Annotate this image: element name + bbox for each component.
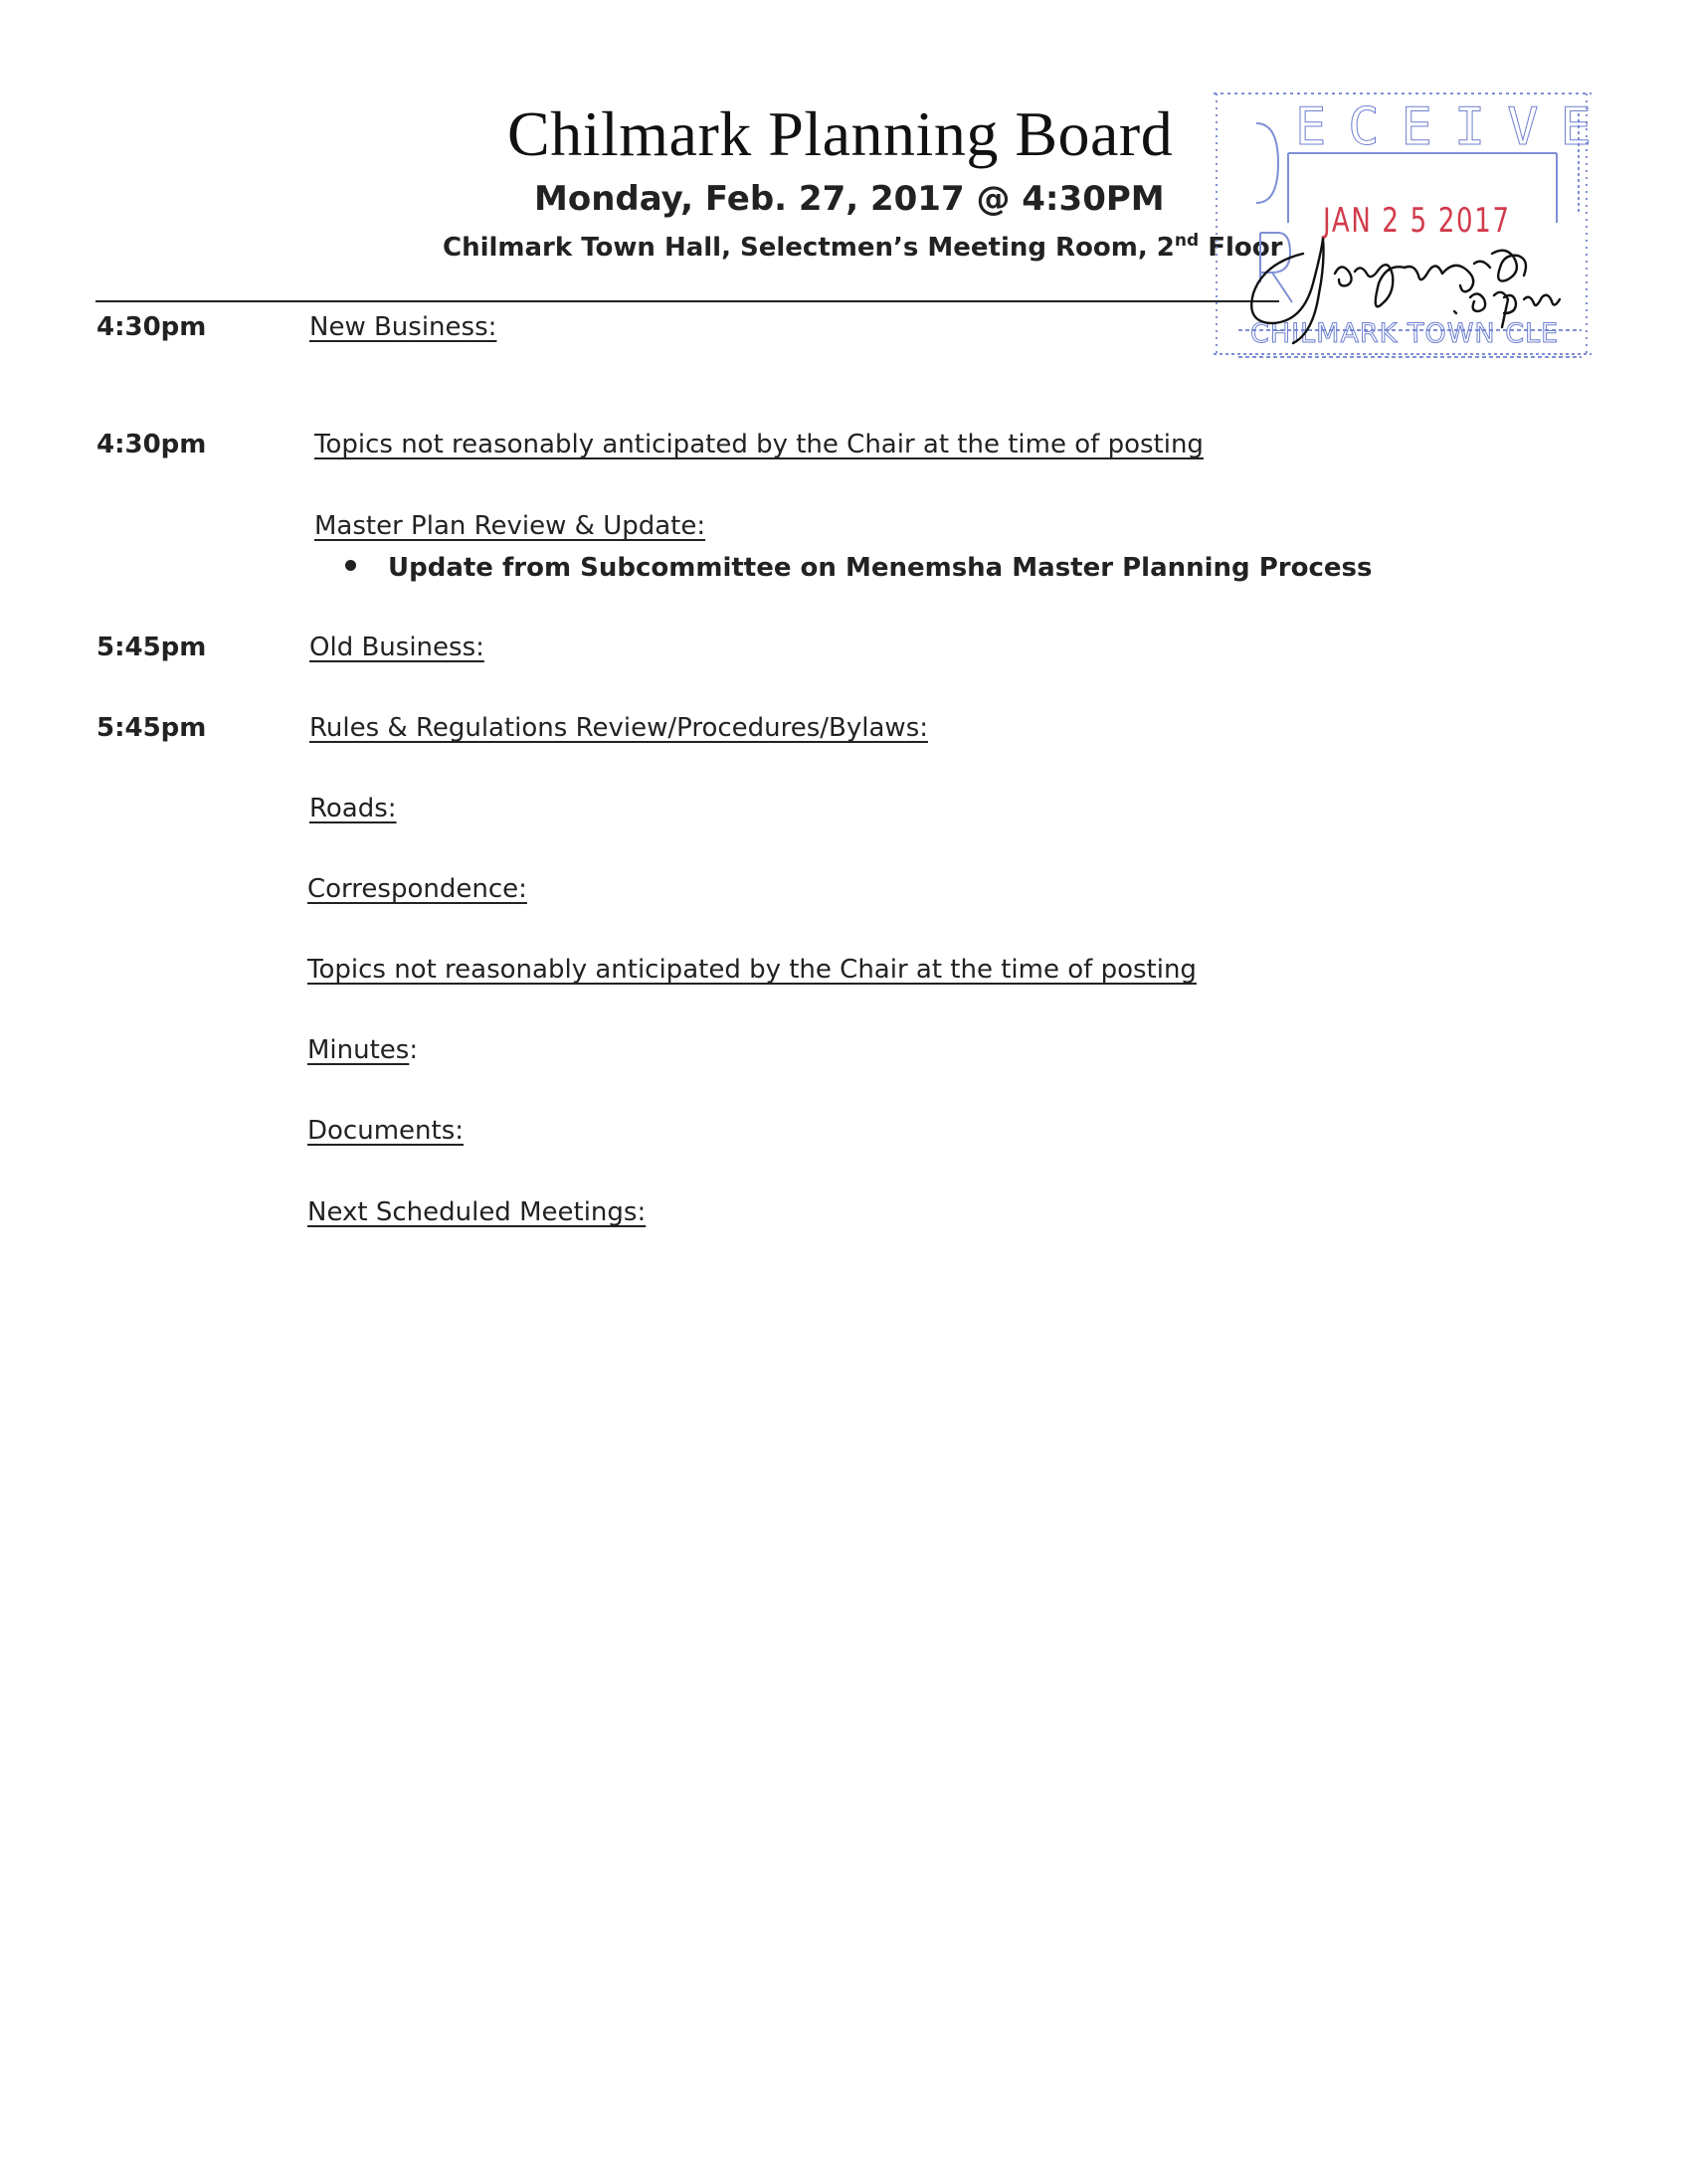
agenda-time: 5:45pm xyxy=(96,633,207,662)
stamp-clerk-text: CHILMARK TOWN CLE xyxy=(1250,318,1560,349)
location-main: Chilmark Town Hall, Selectmen’s Meeting Room, 2 xyxy=(443,233,1175,263)
stamp-date: JAN 2 5 2017 xyxy=(1323,201,1511,241)
agenda-heading-roads: Roads: xyxy=(309,794,397,823)
agenda-time: 5:45pm xyxy=(96,713,207,743)
agenda-heading-correspondence: Correspondence: xyxy=(307,874,527,904)
header-divider xyxy=(95,300,1279,302)
agenda-heading-new-business: New Business: xyxy=(309,312,497,342)
page-title: Chilmark Planning Board xyxy=(507,98,1174,169)
handwritten-signature xyxy=(1243,224,1601,353)
agenda-heading-documents: Documents: xyxy=(307,1116,465,1146)
meeting-location xyxy=(443,233,1282,263)
location-end: Floor xyxy=(1199,233,1283,263)
agenda-bullet-item xyxy=(345,553,1372,583)
agenda-heading-minutes xyxy=(307,1035,418,1065)
agenda-heading-topics-2: Topics not reasonably anticipated by the Chair at the time of posting xyxy=(307,955,1197,985)
agenda-heading-next-meetings: Next Scheduled Meetings: xyxy=(307,1197,647,1227)
bullet-icon xyxy=(345,560,356,571)
agenda-time: 4:30pm xyxy=(96,312,207,342)
agenda-heading-rules: Rules & Regulations Review/Procedures/Bylaws: xyxy=(309,713,929,743)
stamp-received-text: ECEIVE xyxy=(1295,97,1613,157)
meeting-date: Monday, Feb. 27, 2017 @ 4:30PM xyxy=(534,179,1165,219)
minutes-label: Minutes xyxy=(307,1035,410,1065)
bullet-text: Update from Subcommittee on Menemsha Master Planning Process xyxy=(388,553,1373,583)
agenda-heading-master-plan: Master Plan Review & Update: xyxy=(314,511,706,541)
agenda-heading-old-business: Old Business: xyxy=(309,633,484,662)
agenda-time: 4:30pm xyxy=(96,430,207,459)
agenda-heading-topics: Topics not reasonably anticipated by the Chair at the time of posting xyxy=(314,430,1204,459)
minutes-colon: : xyxy=(409,1035,419,1065)
location-ordinal: nd xyxy=(1174,231,1200,251)
